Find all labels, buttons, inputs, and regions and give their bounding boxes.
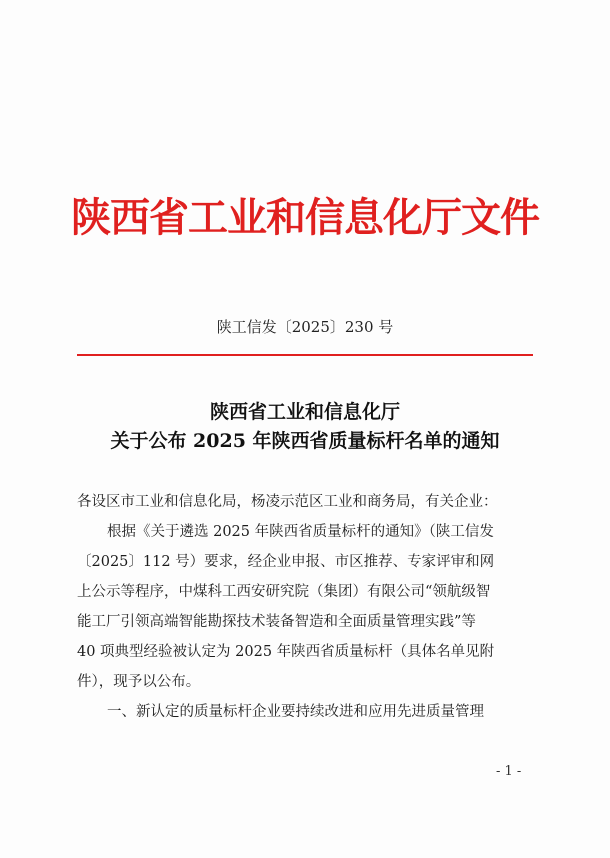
agency-header-title: 陕西省工业和信息化厅文件 [71, 194, 539, 241]
paragraph-line: 〔2025〕112 号）要求，经企业申报、市区推荐、专家评审和网 [77, 554, 495, 570]
addressee-line: 各设区市工业和信息化局，杨凌示范区工业和商务局，有关企业： [77, 494, 498, 510]
page-number: - 1 - [496, 764, 522, 779]
paragraph-line: 40 项典型经验被认定为 2025 年陕西省质量标杆（具体名单见附 [77, 644, 495, 660]
red-divider-line [77, 354, 533, 356]
paragraph-line: 上公示等程序，中煤科工西安研究院（集团）有限公司“领航级智 [77, 584, 491, 600]
paragraph-line: 一、新认定的质量标杆企业要持续改进和应用先进质量管理 [107, 704, 484, 720]
document-number: 陕工信发〔2025〕230 号 [216, 318, 394, 336]
paragraph-line: 能工厂引领高端智能勘探技术装备智造和全面质量管理实践”等 [77, 614, 476, 630]
paragraph-line: 根据《关于遴选 2025 年陕西省质量标杆的通知》（陕工信发 [107, 524, 494, 540]
notice-title-line-1: 陕西省工业和信息化厅 [209, 401, 400, 423]
paragraph-line: 件），现予以公布。 [77, 674, 201, 690]
body-text [77, 487, 537, 727]
notice-title-line-2: 关于公布 2025 年陕西省质量标杆名单的通知 [110, 430, 500, 452]
